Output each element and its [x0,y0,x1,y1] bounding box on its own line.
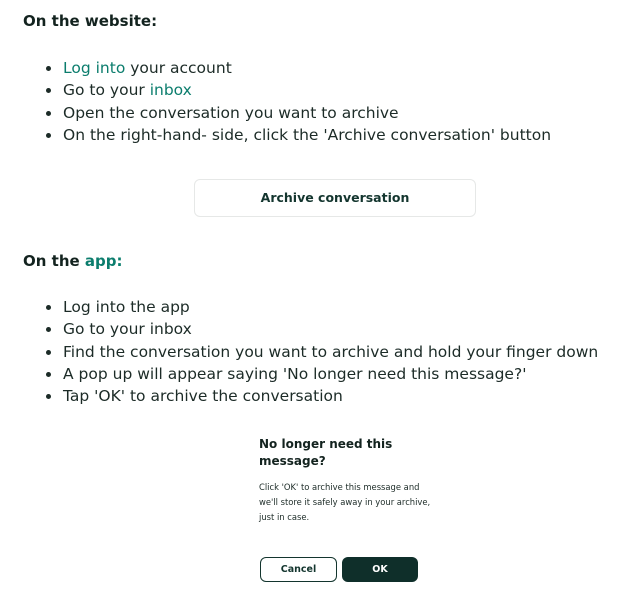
popup-ok-button[interactable]: OK [342,557,418,582]
step-text: Go to your [63,81,150,100]
inbox-link[interactable]: inbox [149,81,192,100]
website-steps-list [0,57,551,146]
popup-title: No longer need this message? [259,437,393,468]
app-steps-list [0,296,598,407]
step-text: Log into the app [63,298,190,316]
popup-body: Click 'OK' to archive this message and we'll store it safely away in your archive, just in case. [259,482,431,522]
app-heading [23,252,123,270]
step-text: Open the conversation you want to archive [63,103,399,122]
list-item [0,296,598,318]
step-text: your account [125,59,232,77]
list-item [0,79,551,101]
step-text: Go to your inbox [63,320,192,339]
website-heading: On the website: [23,12,158,30]
step-text: A pop up will appear saying 'No longer need this message?' [63,364,527,383]
popup-cancel-button[interactable]: Cancel [260,557,337,582]
app-heading-prefix: On the [23,252,85,270]
list-item [0,57,551,79]
list-item [0,385,598,407]
log-into-link[interactable]: Log into [63,59,126,77]
archive-conversation-button[interactable]: Archive conversation [194,179,476,217]
step-text: Tap 'OK' to archive the conversation [63,387,343,406]
list-item [0,124,551,146]
app-link[interactable]: app: [84,252,123,270]
step-text: Find the conversation you want to archive and hold your finger down [63,342,599,361]
list-item [0,102,551,124]
list-item [0,363,598,385]
list-item [0,341,598,363]
list-item [0,318,598,340]
step-text: On the right-hand- side, click the 'Archive conversation' button [63,125,552,144]
